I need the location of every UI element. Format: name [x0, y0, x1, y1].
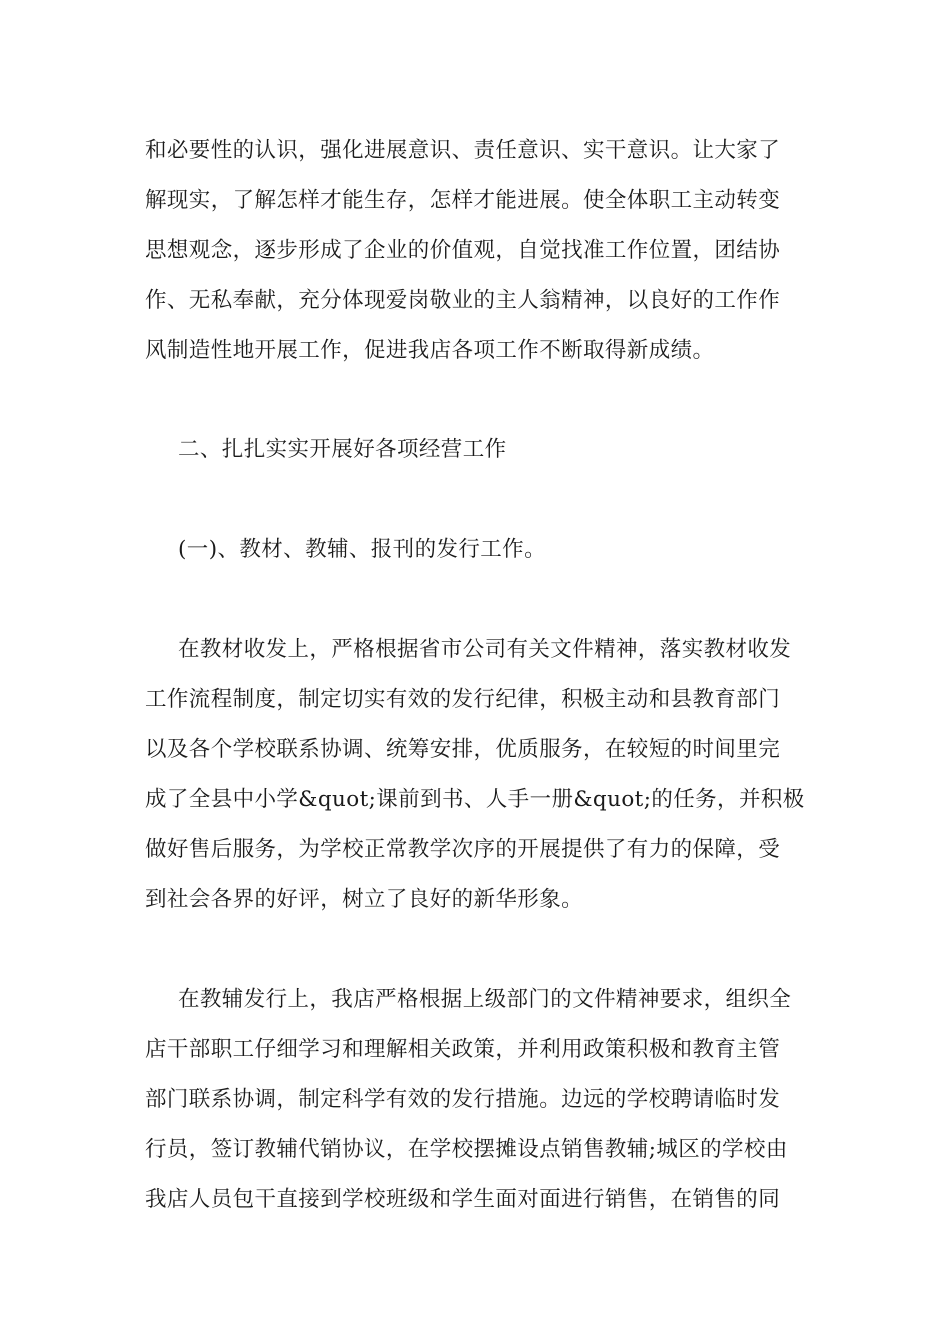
paragraph-1-line-1: 和必要性的认识，强化进展意识、责任意识、实干意识。让大家了: [145, 138, 781, 163]
paragraph-2-line-2: 工作流程制度，制定切实有效的发行纪律，积极主动和县教育部门: [145, 687, 781, 712]
paragraph-2-line-4: 成了全县中小学&quot;课前到书、人手一册&quot;的任务，并积极: [145, 787, 805, 812]
paragraph-3-line-1: 在教辅发行上，我店严格根据上级部门的文件精神要求，组织全: [178, 987, 792, 1012]
paragraph-1-line-5: 风制造性地开展工作，促进我店各项工作不断取得新成绩。: [145, 338, 715, 363]
paragraph-2-line-3: 以及各个学校联系协调、统筹安排，优质服务，在较短的时间里完: [145, 737, 781, 762]
paragraph-1-line-3: 思想观念，逐步形成了企业的价值观，自觉找准工作位置，团结协: [145, 238, 781, 263]
paragraph-3-line-4: 行员，签订教辅代销协议，在学校摆摊设点销售教辅;城区的学校由: [145, 1137, 788, 1162]
paragraph-2-line-1: 在教材收发上，严格根据省市公司有关文件精神，落实教材收发: [178, 637, 792, 662]
paragraph-1-line-4: 作、无私奉献，充分体现爱岗敬业的主人翁精神，以良好的工作作: [145, 288, 781, 313]
paragraph-3-line-3: 部门联系协调，制定科学有效的发行措施。边远的学校聘请临时发: [145, 1087, 781, 1112]
paragraph-3-line-2: 店干部职工仔细学习和理解相关政策，并利用政策积极和教育主管: [145, 1037, 781, 1062]
paragraph-3-line-5: 我店人员包干直接到学校班级和学生面对面进行销售，在销售的同: [145, 1187, 781, 1212]
subsection-heading: (一)、教材、教辅、报刊的发行工作。: [178, 537, 546, 562]
paragraph-2-line-5: 做好售后服务，为学校正常教学次序的开展提供了有力的保障，受: [145, 837, 781, 862]
paragraph-2-line-6: 到社会各界的好评，树立了良好的新华形象。: [145, 887, 584, 912]
section-heading: 二、扎扎实实开展好各项经营工作: [178, 437, 507, 462]
paragraph-1-line-2: 解现实，了解怎样才能生存，怎样才能进展。使全体职工主动转变: [145, 188, 781, 213]
